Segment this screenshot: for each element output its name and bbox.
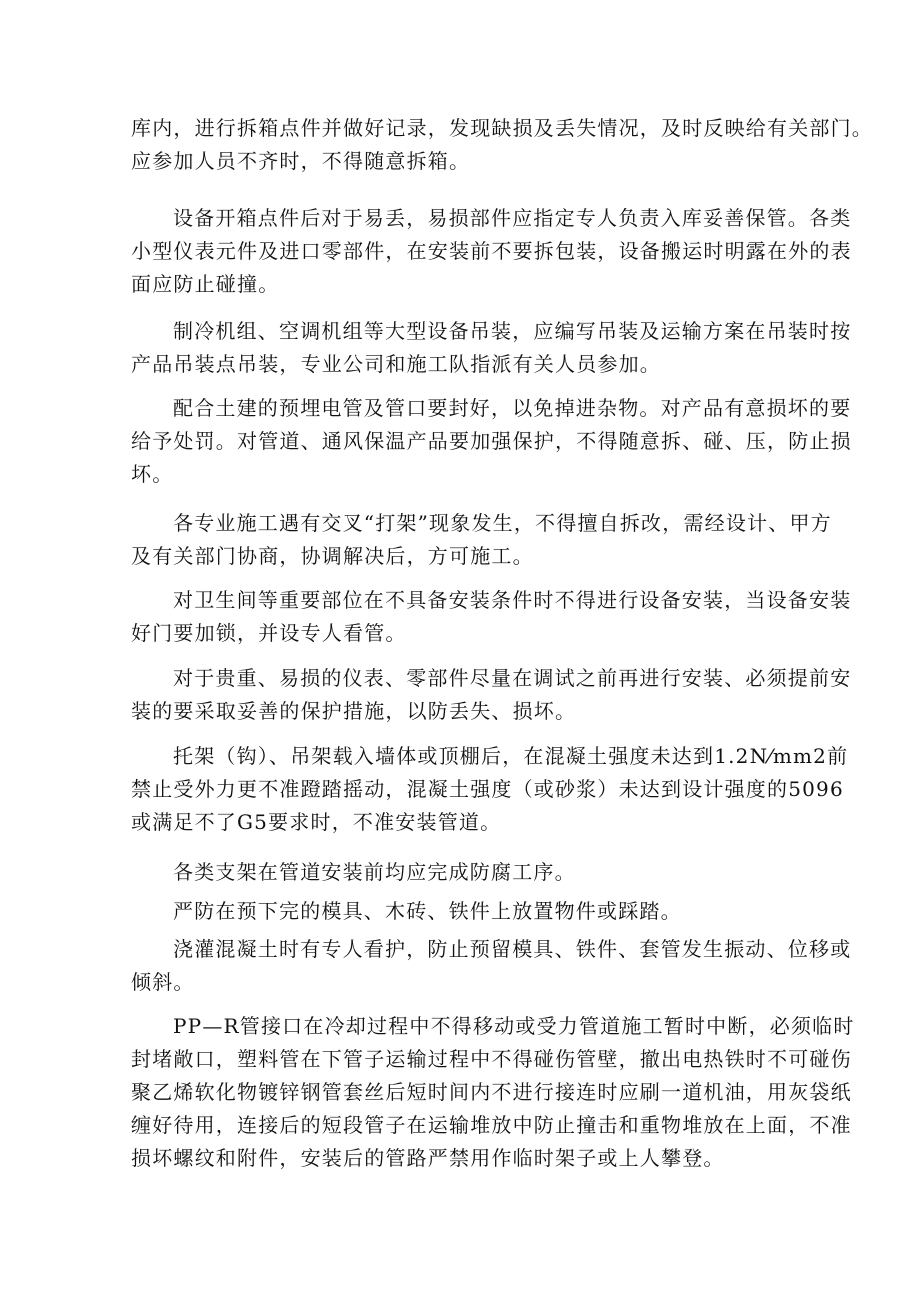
text-line: 严防在预下完的模具、木砖、铁件上放置物件或踩踏。 bbox=[173, 899, 682, 923]
paragraph-no-stepping bbox=[131, 895, 821, 928]
text-line: 聚乙烯软化物镀锌钢管套丝后短时间内不进行接连时应刷一道机油，用灰袋纸 bbox=[131, 1080, 852, 1104]
text-line: 缠好待用，连接后的短段管子在运输堆放中防止撞击和重物堆放在上面，不准 bbox=[131, 1113, 852, 1137]
text-line: 浇灌混凝土时有专人看护，防止预留模具、铁件、套管发生振动、位移或 bbox=[173, 937, 852, 961]
paragraph-anticorrosion bbox=[131, 856, 821, 889]
paragraph-embedded-conduit bbox=[131, 392, 852, 491]
paragraph-brackets-concrete bbox=[131, 740, 849, 839]
text-line: 对卫生间等重要部位在不具备安装条件时不得进行设备安装，当设备安装 bbox=[173, 588, 852, 612]
text-line: 给予处罚。对管道、通风保温产品要加强保护，不得随意拆、碰、压，防止损 bbox=[131, 429, 852, 453]
text-line: 禁止受外力更不准蹬踏摇动，混凝土强度（或砂浆）未达到设计强度的5096 bbox=[131, 777, 844, 801]
text-line: 托架（钩）、吊架载入墙体或顶棚后，在混凝土强度未达到1.2N⁄mm2前 bbox=[173, 744, 849, 768]
text-line: 各类支架在管道安装前均应完成防腐工序。 bbox=[173, 860, 576, 884]
text-line: 好门要加锁，并设专人看管。 bbox=[131, 621, 407, 645]
text-line: 应参加人员不齐时，不得随意拆箱。 bbox=[131, 149, 471, 173]
text-line: 制冷机组、空调机组等大型设备吊装，应编写吊装及运输方案在吊装时按 bbox=[173, 319, 852, 343]
paragraph-bathroom-installation bbox=[131, 584, 852, 650]
paragraph-crossing-conflicts bbox=[131, 507, 832, 573]
text-line: 设备开箱点件后对于易丢，易损部件应指定专人负责入库妥善保管。各类 bbox=[173, 206, 852, 230]
paragraph-hoisting bbox=[131, 315, 852, 381]
text-line: 面应防止碰撞。 bbox=[131, 272, 280, 296]
text-line: 坏。 bbox=[131, 462, 174, 486]
paragraph-fragile-parts bbox=[131, 202, 852, 301]
text-line: 及有关部门协商，协调解决后，方可施工。 bbox=[131, 544, 534, 568]
text-line: 小型仪表元件及进口零部件，在安装前不要拆包装，设备搬运时明露在外的表 bbox=[131, 239, 852, 263]
text-line: 封堵敞口，塑料管在下管子运输过程中不得碰伤管壁，撤出电热铁时不可碰伤 bbox=[131, 1047, 852, 1071]
paragraph-concrete-pouring bbox=[131, 933, 852, 999]
paragraph-unpacking-records bbox=[131, 112, 873, 178]
text-line: 配合土建的预埋电管及管口要封好，以免掉进杂物。对产品有意损坏的要 bbox=[173, 396, 852, 420]
paragraph-precious-instruments bbox=[131, 662, 852, 728]
paragraph-ppr-pipes bbox=[131, 1010, 855, 1175]
text-line: 倾斜。 bbox=[131, 970, 195, 994]
text-line: PP—R管接口在冷却过程中不得移动或受力管道施工暂时中断，必须临时 bbox=[173, 1014, 855, 1038]
text-line: 库内，进行拆箱点件并做好记录，发现缺损及丢失情况，及时反映给有关部门。 bbox=[131, 116, 873, 140]
text-line: 或满足不了G5要求时，不准安装管道。 bbox=[131, 810, 502, 834]
text-line: 对于贵重、易损的仪表、零部件尽量在调试之前再进行安装、必须提前安 bbox=[173, 666, 852, 690]
text-line: 损坏螺纹和附件，安装后的管路严禁用作临时架子或上人攀登。 bbox=[131, 1146, 725, 1170]
text-line: 各专业施工遇有交叉“打架”现象发生，不得擅自拆改，需经设计、甲方 bbox=[173, 511, 832, 535]
text-line: 产品吊装点吊装，专业公司和施工队指派有关人员参加。 bbox=[131, 352, 661, 376]
text-line: 装的要采取妥善的保护措施，以防丢失、损坏。 bbox=[131, 699, 577, 723]
